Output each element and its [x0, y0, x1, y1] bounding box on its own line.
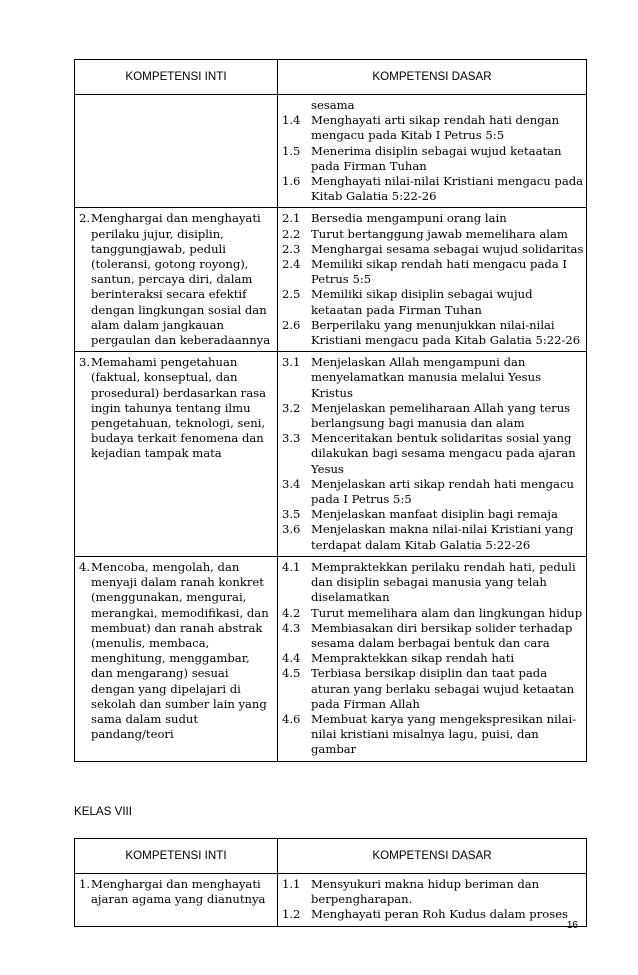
- ki-cell: [75, 208, 278, 352]
- kd-number: 1.1: [282, 877, 301, 891]
- ki-text: Menghargai dan menghayati ajaran agama yang dianutnya: [91, 877, 266, 907]
- kd-text: Menjelaskan makna nilai-nilai Kristiani yang terdapat dalam Kitab Galatia 5:22-26: [311, 522, 574, 552]
- kd-text: Menghayati nilai-nilai Kristiani mengacu pada Kitab Galatia 5:22-26: [311, 174, 584, 204]
- header-kompetensi-inti: KOMPETENSI INTI: [75, 839, 278, 874]
- ki-cell: [75, 556, 278, 761]
- kd-number: 2.3: [282, 241, 301, 256]
- kd-number: 3.3: [282, 431, 301, 446]
- ki-text: Mencoba, mengolah, dan menyaji dalam ranah konkret (menggunakan, mengurai, merangkai, memodifikasi, dan membuat) dan ranah abstrak (menulis, membaca, menghitung, menggambar, dan mengarang) sesuai dengan yang dipelajari di sekolah dan sumber lain yang sama dalam sudut pandang/teori: [91, 559, 269, 742]
- kd-number: 1.6: [282, 174, 301, 189]
- kd-item: [282, 257, 584, 287]
- kd-number: 1.2: [282, 907, 301, 922]
- table2-body: [75, 874, 587, 927]
- header-kompetensi-inti: KOMPETENSI INTI: [75, 60, 278, 95]
- ki-number: 1.: [79, 877, 91, 891]
- kd-text: Menjelaskan manfaat disiplin bagi remaja: [311, 507, 558, 522]
- kd-item: [282, 666, 584, 712]
- kd-item: [282, 621, 584, 651]
- kd-item: [282, 606, 584, 621]
- kd-number: 4.2: [282, 605, 301, 620]
- kd-item: [282, 242, 584, 257]
- kd-cell: [278, 208, 587, 352]
- kd-item: [282, 712, 584, 758]
- kd-number: 4.3: [282, 620, 301, 635]
- kd-text: Membiasakan diri bersikap solider terhadap sesama dalam berbagai bentuk dan cara: [311, 620, 573, 650]
- kd-item: [282, 877, 584, 907]
- kd-item: [282, 431, 584, 477]
- kd-number: 2.2: [282, 226, 301, 241]
- kd-cell: [278, 95, 587, 208]
- kd-number: 4.6: [282, 711, 301, 726]
- ki-number: 3.: [79, 355, 91, 370]
- ki-item: [75, 352, 277, 464]
- kd-text: Menghayati arti sikap rendah hati dengan mengacu pada Kitab I Petrus 5:5: [311, 113, 560, 143]
- kd-cell: [278, 556, 587, 761]
- ki-cell: [75, 352, 278, 557]
- kd-number: 3.5: [282, 507, 301, 522]
- table-row: [75, 874, 587, 927]
- ki-item: [75, 557, 277, 745]
- table-row: [75, 556, 587, 761]
- competency-table-2: [74, 838, 587, 927]
- kd-item: [282, 507, 584, 522]
- kd-number: 4.4: [282, 651, 301, 666]
- kd-text: Menceritakan bentuk solidaritas sosial yang dilakukan bagi sesama mengacu pada ajaran Yesus: [311, 431, 576, 476]
- kd-item: [282, 477, 584, 507]
- kd-text: Bersedia mengampuni orang lain: [311, 211, 507, 226]
- kd-item: [282, 211, 584, 226]
- ki-number: 2.: [79, 211, 91, 226]
- kd-text: Menerima disiplin sebagai wujud ketaatan pada Firman Tuhan: [311, 143, 562, 173]
- kd-item: [282, 318, 584, 348]
- kd-number: 3.6: [282, 522, 301, 537]
- kd-number: 3.4: [282, 476, 301, 491]
- kd-text: Menjelaskan arti sikap rendah hati mengacu pada I Petrus 5:5: [311, 476, 574, 507]
- kd-item: [282, 355, 584, 401]
- table1-body: [75, 95, 587, 762]
- ki-text: Memahami pengetahuan (faktual, konseptual, dan prosedural) berdasarkan rasa ingin tahunya tentang ilmu pengetahuan, teknologi, seni, budaya terkait fenomena dan kejadian tampak mata: [91, 355, 266, 461]
- kd-text: Turut memelihara alam dan lingkungan hidup: [311, 605, 583, 620]
- kd-item: [282, 287, 584, 317]
- kd-number: 2.6: [282, 317, 301, 332]
- kd-text: Menjelaskan pemeliharaan Allah yang terus berlangsung bagi manusia dan alam: [311, 400, 571, 431]
- kd-item: [282, 144, 584, 174]
- kd-text: Membuat karya yang mengekspresikan nilai-nilai kristiani misalnya lagu, puisi, dan gambar: [311, 711, 577, 757]
- kd-text: Menjelaskan Allah mengampuni dan menyelamatkan manusia melalui Yesus Kristus: [311, 355, 542, 400]
- kd-item: [282, 560, 584, 606]
- kd-text: Mempraktekkan perilaku rendah hati, peduli dan disiplin sebagai manusia yang telah diselamatkan: [311, 559, 576, 605]
- kd-text: Berperilaku yang menunjukkan nilai-nilai Kristiani mengacu pada Kitab Galatia 5:22-26: [311, 317, 581, 348]
- kd-text: Mempraktekkan sikap rendah hati: [311, 651, 515, 666]
- kd-text: Mensyukuri makna hidup beriman dan berpengharapan.: [311, 877, 540, 907]
- ki-number: 4.: [79, 559, 91, 574]
- kd-text: Menghargai sesama sebagai wujud solidaritas: [311, 241, 584, 256]
- kd-text: Menghayati peran Roh Kudus dalam proses: [311, 907, 568, 922]
- ki-item: [75, 874, 277, 910]
- ki-cell: [75, 874, 278, 927]
- competency-table-1: [74, 59, 587, 762]
- ki-item: [75, 208, 277, 351]
- kd-item: [282, 227, 584, 242]
- page-number: 16: [566, 920, 578, 931]
- table-row: [75, 352, 587, 557]
- kd-number: 2.1: [282, 211, 301, 226]
- kd-continuation-text: sesama: [311, 98, 355, 112]
- kd-number: 1.4: [282, 113, 301, 128]
- header-kompetensi-dasar: KOMPETENSI DASAR: [278, 60, 587, 95]
- header-kompetensi-dasar: KOMPETENSI DASAR: [278, 839, 587, 874]
- kd-cell: [278, 352, 587, 557]
- kd-number: 4.1: [282, 559, 301, 574]
- kd-item: [282, 113, 584, 143]
- kd-text: Memiliki sikap rendah hati mengacu pada I Petrus 5:5: [311, 257, 567, 287]
- kd-cell: [278, 874, 587, 927]
- kd-item: [282, 651, 584, 666]
- kd-number: 3.2: [282, 400, 301, 415]
- kd-item: [282, 907, 584, 922]
- kd-text: Memiliki sikap disiplin sebagai wujud ketaatan pada Firman Tuhan: [311, 287, 533, 317]
- ki-text: Menghargai dan menghayati perilaku jujur, disiplin, tanggungjawab, peduli (toleransi, gotong royong), santun, percaya diri, dalam berinteraksi secara efektif dengan lingkungan sosial dan alam dalam jangkauan pergaulan dan keberadaannya: [91, 211, 271, 348]
- table-row: [75, 95, 587, 208]
- ki-cell: [75, 95, 278, 208]
- kd-number: 1.5: [282, 143, 301, 158]
- kd-item: [282, 401, 584, 431]
- table-row: [75, 208, 587, 352]
- kd-number: 4.5: [282, 666, 301, 681]
- kd-item: [282, 522, 584, 552]
- kd-text: Terbiasa bersikap disiplin dan taat pada aturan yang berlaku sebagai wujud ketaatan pada Firman Allah: [311, 666, 575, 711]
- kd-text: Turut bertanggung jawab memelihara alam: [311, 226, 568, 241]
- kd-item: [282, 174, 584, 204]
- kd-number: 3.1: [282, 355, 301, 370]
- kelas-label: KELAS VIII: [74, 805, 132, 818]
- kd-number: 2.4: [282, 257, 301, 272]
- kd-number: 2.5: [282, 287, 301, 302]
